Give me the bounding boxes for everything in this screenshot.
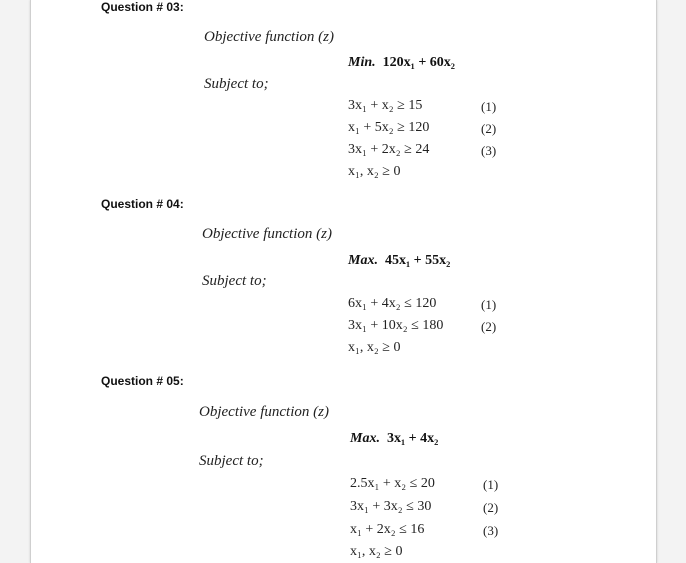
question-heading: Question # 05: (101, 374, 184, 388)
subject-to-label: Subject to; (202, 273, 267, 289)
left-gutter (0, 0, 31, 563)
constraint-number: (1) (481, 297, 497, 312)
constraint-number: (2) (481, 319, 497, 334)
objective-keyword: Max. (350, 431, 380, 446)
constraint-number: (3) (483, 523, 499, 538)
constraint: 3x₁ + 2x₂ ≥ 24 (348, 142, 430, 157)
constraint: x₁ + 2x₂ ≤ 16 (350, 522, 425, 537)
objective-function (348, 253, 450, 269)
constraint: x₁ + 5x₂ ≥ 120 (348, 120, 430, 135)
non-negativity: x₁, x₂ ≥ 0 (348, 340, 401, 355)
objective-expression: 3x₁ + 4x₂ (386, 431, 439, 446)
constraint: 3x₁ + x₂ ≥ 15 (348, 98, 423, 113)
constraint-number: (3) (481, 143, 497, 158)
objective-label: Objective function (z) (204, 29, 334, 45)
constraint-number: (2) (481, 121, 497, 136)
objective-label: Objective function (z) (199, 404, 329, 420)
non-negativity: x₁, x₂ ≥ 0 (350, 544, 403, 559)
constraint: 2.5x₁ + x₂ ≤ 20 (350, 476, 435, 491)
objective-function (348, 55, 455, 71)
constraint-number: (1) (481, 99, 497, 114)
objective-expression: 45x₁ + 55x₂ (384, 253, 451, 268)
question-heading: Question # 04: (101, 197, 184, 211)
non-negativity: x₁, x₂ ≥ 0 (348, 164, 401, 179)
constraint-number: (1) (483, 477, 499, 492)
objective-expression: 120x₁ + 60x₂ (382, 55, 455, 70)
constraint-number: (2) (483, 500, 499, 515)
question-heading: Question # 03: (101, 0, 184, 14)
document-page (30, 0, 657, 563)
right-gutter (656, 0, 686, 563)
objective-function (350, 431, 438, 447)
constraint: 6x₁ + 4x₂ ≤ 120 (348, 296, 437, 311)
subject-to-label: Subject to; (199, 453, 264, 469)
objective-keyword: Min. (348, 55, 376, 70)
subject-to-label: Subject to; (204, 76, 269, 92)
objective-label: Objective function (z) (202, 226, 332, 242)
constraint: 3x₁ + 3x₂ ≤ 30 (350, 499, 432, 514)
objective-keyword: Max. (348, 253, 378, 268)
constraint: 3x₁ + 10x₂ ≤ 180 (348, 318, 444, 333)
